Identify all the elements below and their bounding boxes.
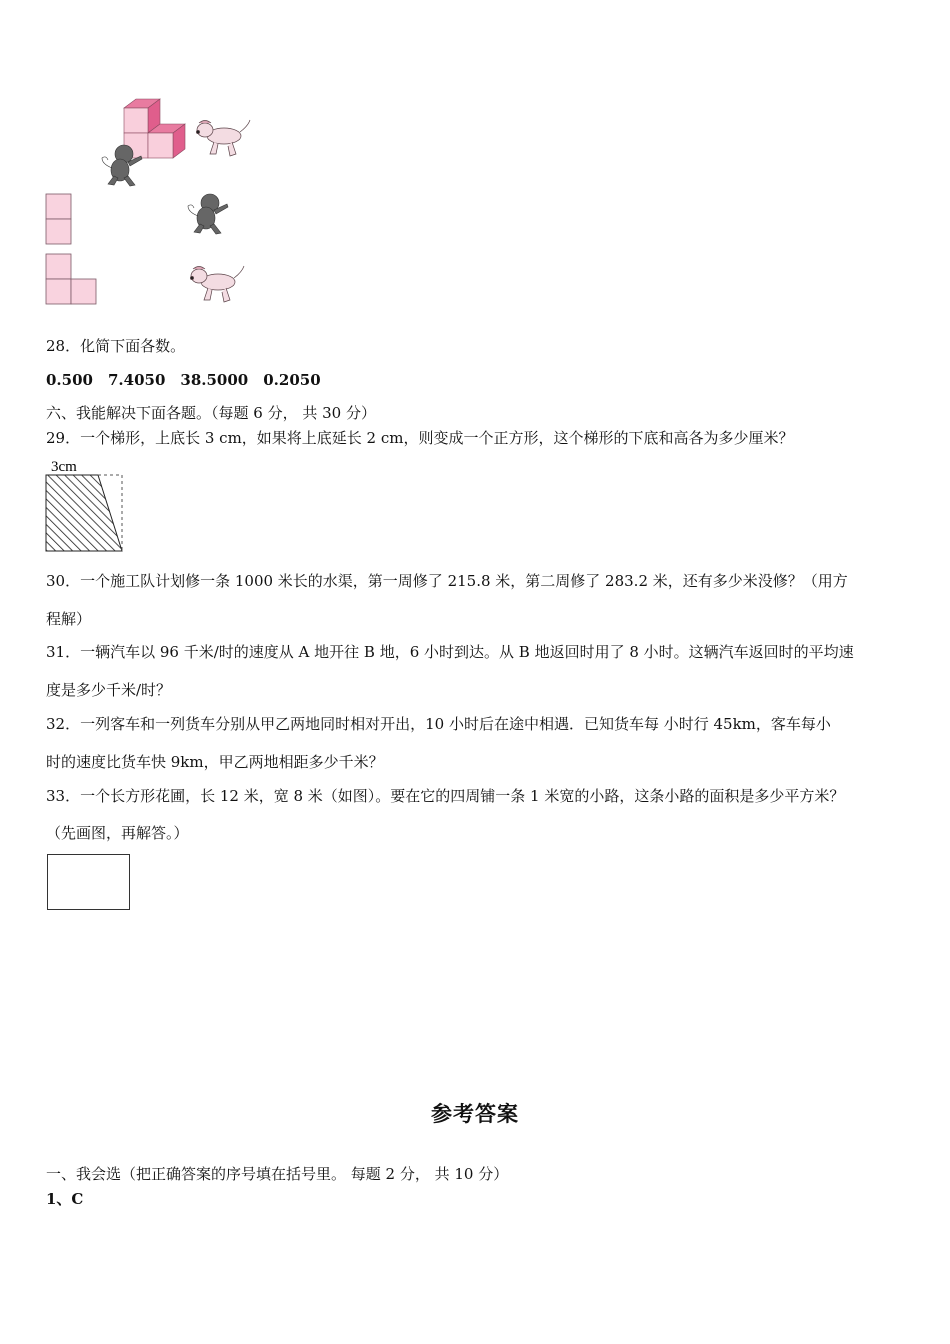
answer-item-1: 1、C xyxy=(46,1190,84,1208)
question-33-line1: 33．一个长方形花圃，长 12 米，宽 8 米（如图）。要在它的四周铺一条 1 米宽的小路，这条小路的面积是多少平方米？ xyxy=(46,787,845,805)
question-28-title: 28．化简下面各数。 xyxy=(46,337,186,355)
question-32-line1: 32．一列客车和一列货车分别从甲乙两地同时相对开出，10 小时后在途中相遇．已知货车每 小时行 45km，客车每小 xyxy=(46,715,831,733)
question-31-line2: 度是多少千米/时？ xyxy=(46,681,172,699)
question-30-line2: 程解） xyxy=(46,610,92,628)
rectangle-garden-figure xyxy=(47,854,130,910)
answer-key-title: 参考答案 xyxy=(431,1102,519,1126)
question-31-line1: 31．一辆汽车以 96 千米/时的速度从 A 地开往 B 地，6 小时到达。从 B 地返回时用了 8 小时。这辆汽车返回时的平均速 xyxy=(46,643,854,661)
question-28-numbers: 0.500 7.4050 38.5000 0.2050 xyxy=(46,371,321,389)
section-6-heading: 六、我能解决下面各题。（每题 6 分， 共 30 分） xyxy=(46,404,376,422)
monkey-icon xyxy=(188,194,228,234)
trapezoid-label: 3cm xyxy=(51,459,77,475)
dog-icon xyxy=(190,266,244,302)
cube-stack-illustration xyxy=(44,96,254,308)
question-29-text: 29．一个梯形，上底长 3 cm，如果将上底延长 2 cm，则变成一个正方形，这个梯形的下底和高各为多少厘米？ xyxy=(46,429,794,447)
question-33-line2: （先画图，再解答。） xyxy=(46,824,189,842)
dog-icon xyxy=(196,120,250,156)
cubes-figure xyxy=(44,96,254,308)
trapezoid-figure xyxy=(44,455,126,553)
question-32-line2: 时的速度比货车快 9km，甲乙两地相距多少千米？ xyxy=(46,753,384,771)
question-30-line1: 30．一个施工队计划修一条 1000 米长的水渠，第一周修了 215.8 米，第二周修了 283.2 米，还有多少米没修？（用方 xyxy=(46,572,848,590)
answers-section-1-heading: 一、我会选（把正确答案的序号填在括号里。 每题 2 分， 共 10 分） xyxy=(46,1165,509,1183)
